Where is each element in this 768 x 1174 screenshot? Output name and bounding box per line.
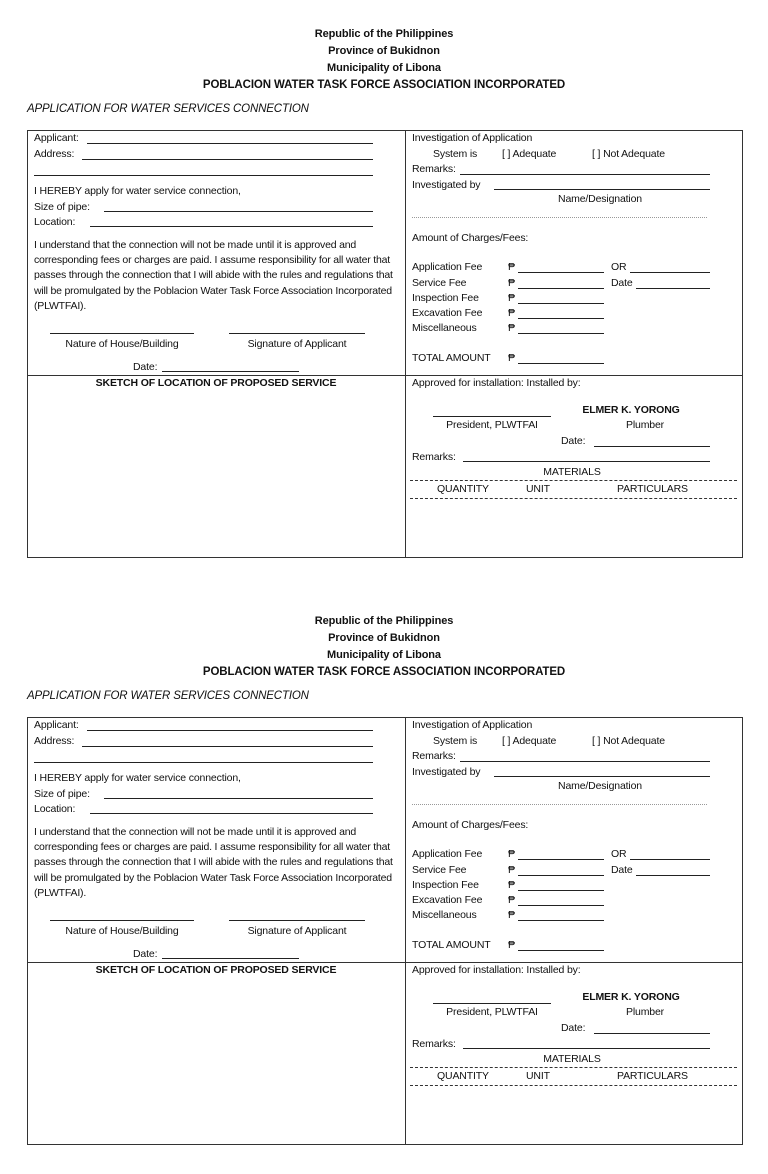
peso-icon: ₱ xyxy=(508,939,515,951)
nature-label: Nature of House/Building xyxy=(65,338,179,350)
service-fee-field[interactable] xyxy=(518,288,604,289)
dashed-separator xyxy=(410,480,737,481)
application-fee-label: Application Fee xyxy=(412,261,483,273)
dashed-separator xyxy=(410,498,737,499)
remarks-field[interactable] xyxy=(460,174,710,175)
peso-icon: ₱ xyxy=(508,894,515,906)
miscellaneous-field[interactable] xyxy=(518,333,604,334)
address-field[interactable] xyxy=(82,159,373,160)
install-remarks-label: Remarks: xyxy=(412,451,456,463)
service-fee-label: Service Fee xyxy=(412,277,467,289)
total-amount-field[interactable] xyxy=(518,950,604,951)
excavation-fee-label: Excavation Fee xyxy=(412,894,483,906)
fee-date-label: Date xyxy=(611,864,633,876)
fee-date-field[interactable] xyxy=(636,875,710,876)
or-field[interactable] xyxy=(630,859,710,860)
install-remarks-field[interactable] xyxy=(463,461,710,462)
header-province: Province of Bukidnon xyxy=(328,632,440,644)
peso-icon: ₱ xyxy=(508,307,515,319)
president-label: President, PLWTFAI xyxy=(446,419,538,431)
header-municipality: Municipality of Libona xyxy=(327,649,441,661)
location-label: Location: xyxy=(34,803,76,815)
investigated-by-field[interactable] xyxy=(494,776,710,777)
approved-label: Approved for installation: Installed by: xyxy=(412,377,581,389)
remarks-label: Remarks: xyxy=(412,750,456,762)
dashed-separator xyxy=(410,1085,737,1086)
signature-field[interactable] xyxy=(229,920,365,921)
service-fee-label: Service Fee xyxy=(412,864,467,876)
peso-icon: ₱ xyxy=(508,292,515,304)
quantity-header: QUANTITY xyxy=(437,1070,489,1082)
total-amount-label: TOTAL AMOUNT xyxy=(412,939,491,951)
sketch-area[interactable] xyxy=(28,979,404,1143)
location-label: Location: xyxy=(34,216,76,228)
peso-icon: ₱ xyxy=(508,322,515,334)
unit-header: UNIT xyxy=(526,1070,550,1082)
miscellaneous-label: Miscellaneous xyxy=(412,322,477,334)
dashed-separator xyxy=(410,1067,737,1068)
hereby-text: I HEREBY apply for water service connection, xyxy=(34,185,241,197)
nature-label: Nature of House/Building xyxy=(65,925,179,937)
applicant-date-field[interactable] xyxy=(162,371,299,372)
name-designation-label: Name/Designation xyxy=(558,193,642,205)
statement-text: I understand that the connection will not be made until it is approved and corresponding fees or charges are paid. I assume responsibility for all water that passes through the connection that I will abide with the rules and regulations that will be promulgated by the Poblacion Water Task Force Association Incorporated (PLWTFAI). xyxy=(34,239,393,312)
adequate-checkbox[interactable]: [ ] Adequate xyxy=(502,148,557,160)
investigated-by-field[interactable] xyxy=(494,189,710,190)
dotted-separator xyxy=(412,804,707,805)
service-fee-field[interactable] xyxy=(518,875,604,876)
header-org: POBLACION WATER TASK FORCE ASSOCIATION INCORPORATED xyxy=(202,666,566,678)
sketch-heading: SKETCH OF LOCATION OF PROPOSED SERVICE xyxy=(95,964,337,976)
not-adequate-checkbox[interactable]: [ ] Not Adequate xyxy=(592,148,665,160)
location-field[interactable] xyxy=(90,813,373,814)
column-divider xyxy=(405,130,406,557)
signature-field[interactable] xyxy=(229,333,365,334)
size-of-pipe-field[interactable] xyxy=(104,798,373,799)
applicant-field[interactable] xyxy=(87,143,373,144)
plumber-label: Plumber xyxy=(625,1006,665,1018)
peso-icon: ₱ xyxy=(508,909,515,921)
install-date-label: Date: xyxy=(561,435,586,447)
install-remarks-label: Remarks: xyxy=(412,1038,456,1050)
miscellaneous-field[interactable] xyxy=(518,920,604,921)
quantity-header: QUANTITY xyxy=(437,483,489,495)
inspection-fee-label: Inspection Fee xyxy=(412,879,479,891)
signature-label: Signature of Applicant xyxy=(247,925,347,937)
statement-text: I understand that the connection will not be made until it is approved and corresponding fees or charges are paid. I assume responsibility for all water that passes through the connection that I will abide with the rules and regulations that will be promulgated by the Poblacion Water Task Force Association Incorporated (PLWTFAI). xyxy=(34,826,393,899)
peso-icon: ₱ xyxy=(508,864,515,876)
unit-header: UNIT xyxy=(526,483,550,495)
header-province: Province of Bukidnon xyxy=(328,45,440,57)
materials-heading: MATERIALS xyxy=(543,466,601,478)
nature-field[interactable] xyxy=(50,333,194,334)
applicant-date-label: Date: xyxy=(133,948,158,960)
adequate-checkbox[interactable]: [ ] Adequate xyxy=(502,735,557,747)
excavation-fee-field[interactable] xyxy=(518,905,604,906)
install-date-label: Date: xyxy=(561,1022,586,1034)
system-is-label: System is xyxy=(433,148,478,160)
investigation-heading: Investigation of Application xyxy=(412,132,533,144)
peso-icon: ₱ xyxy=(508,261,515,273)
header-org: POBLACION WATER TASK FORCE ASSOCIATION INCORPORATED xyxy=(202,79,566,91)
size-of-pipe-label: Size of pipe: xyxy=(34,788,90,800)
miscellaneous-label: Miscellaneous xyxy=(412,909,477,921)
inspection-fee-field[interactable] xyxy=(518,890,604,891)
applicant-date-field[interactable] xyxy=(162,958,299,959)
particulars-header: PARTICULARS xyxy=(617,483,688,495)
amount-heading: Amount of Charges/Fees: xyxy=(412,819,529,831)
install-remarks-field[interactable] xyxy=(463,1048,710,1049)
amount-heading: Amount of Charges/Fees: xyxy=(412,232,529,244)
peso-icon: ₱ xyxy=(508,879,515,891)
header-republic: Republic of the Philippines xyxy=(314,28,454,40)
form-title: APPLICATION FOR WATER SERVICES CONNECTION xyxy=(27,103,309,115)
president-signature-field[interactable] xyxy=(433,1003,551,1004)
investigation-heading: Investigation of Application xyxy=(412,719,533,731)
or-field[interactable] xyxy=(630,272,710,273)
applicant-date-label: Date: xyxy=(133,361,158,373)
remarks-field[interactable] xyxy=(460,761,710,762)
or-label: OR xyxy=(611,848,627,860)
materials-heading: MATERIALS xyxy=(543,1053,601,1065)
approved-label: Approved for installation: Installed by: xyxy=(412,964,581,976)
or-label: OR xyxy=(611,261,627,273)
name-designation-label: Name/Designation xyxy=(558,780,642,792)
address-field-line2[interactable] xyxy=(34,762,373,763)
plumber-name: ELMER K. YORONG xyxy=(582,404,680,416)
remarks-label: Remarks: xyxy=(412,163,456,175)
peso-icon: ₱ xyxy=(508,848,515,860)
total-amount-field[interactable] xyxy=(518,363,604,364)
system-is-label: System is xyxy=(433,735,478,747)
column-divider xyxy=(405,717,406,1144)
inspection-fee-label: Inspection Fee xyxy=(412,292,479,304)
hereby-text: I HEREBY apply for water service connection, xyxy=(34,772,241,784)
plumber-name: ELMER K. YORONG xyxy=(582,991,680,1003)
fee-date-field[interactable] xyxy=(636,288,710,289)
inspection-fee-field[interactable] xyxy=(518,303,604,304)
excavation-fee-field[interactable] xyxy=(518,318,604,319)
investigated-by-label: Investigated by xyxy=(412,766,481,778)
install-date-field[interactable] xyxy=(594,1033,710,1034)
form-title: APPLICATION FOR WATER SERVICES CONNECTION xyxy=(27,690,309,702)
total-amount-label: TOTAL AMOUNT xyxy=(412,352,491,364)
header-republic: Republic of the Philippines xyxy=(314,615,454,627)
application-fee-label: Application Fee xyxy=(412,848,483,860)
install-date-field[interactable] xyxy=(594,446,710,447)
nature-field[interactable] xyxy=(50,920,194,921)
sketch-area[interactable] xyxy=(28,392,404,556)
size-of-pipe-field[interactable] xyxy=(104,211,373,212)
applicant-label: Applicant: xyxy=(34,719,79,731)
excavation-fee-label: Excavation Fee xyxy=(412,307,483,319)
particulars-header: PARTICULARS xyxy=(617,1070,688,1082)
applicant-label: Applicant: xyxy=(34,132,79,144)
application-form xyxy=(0,587,768,1174)
application-fee-field[interactable] xyxy=(518,859,604,860)
fee-date-label: Date xyxy=(611,277,633,289)
dotted-separator xyxy=(412,217,707,218)
signature-label: Signature of Applicant xyxy=(247,338,347,350)
application-fee-field[interactable] xyxy=(518,272,604,273)
peso-icon: ₱ xyxy=(508,352,515,364)
address-field[interactable] xyxy=(82,746,373,747)
location-field[interactable] xyxy=(90,226,373,227)
president-label: President, PLWTFAI xyxy=(446,1006,538,1018)
header-municipality: Municipality of Libona xyxy=(327,62,441,74)
address-field-line2[interactable] xyxy=(34,175,373,176)
address-label: Address: xyxy=(34,735,75,747)
peso-icon: ₱ xyxy=(508,277,515,289)
size-of-pipe-label: Size of pipe: xyxy=(34,201,90,213)
investigated-by-label: Investigated by xyxy=(412,179,481,191)
sketch-heading: SKETCH OF LOCATION OF PROPOSED SERVICE xyxy=(95,377,337,389)
address-label: Address: xyxy=(34,148,75,160)
president-signature-field[interactable] xyxy=(433,416,551,417)
not-adequate-checkbox[interactable]: [ ] Not Adequate xyxy=(592,735,665,747)
plumber-label: Plumber xyxy=(625,419,665,431)
applicant-field[interactable] xyxy=(87,730,373,731)
